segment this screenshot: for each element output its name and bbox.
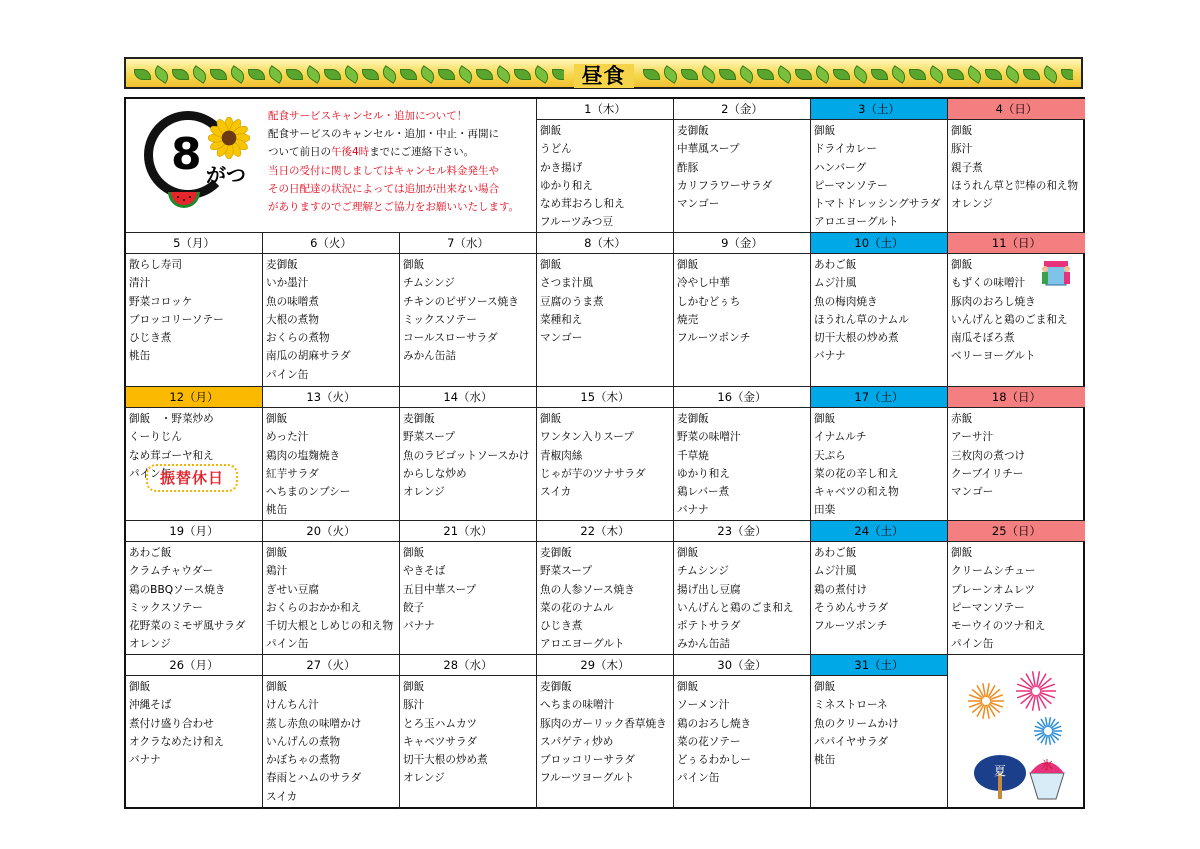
menu-item: チムシンジ	[403, 277, 455, 290]
menu-item: いんげんと鶏のごま和え	[677, 601, 794, 614]
menu-item: 煮付け盛り合わせ	[129, 717, 214, 730]
menu-item: 千切大根としめじの和え物	[266, 620, 394, 633]
intro-panel	[126, 99, 537, 233]
menu-list	[537, 254, 673, 347]
menu-list	[948, 408, 1085, 501]
day-cell	[674, 387, 811, 521]
day-header: 8（木）	[537, 233, 673, 254]
menu-item: ドライカレー	[814, 143, 877, 156]
watermelon-icon	[166, 189, 202, 211]
notice-text: 午後4時	[331, 146, 370, 159]
day-header: 1（木）	[537, 99, 673, 120]
menu-item: ハンバーグ	[814, 161, 867, 174]
day-cell	[674, 521, 811, 655]
fan-label: 夏	[994, 764, 1007, 778]
menu-item: ひじき煮	[129, 332, 172, 345]
day-header: 23（金）	[674, 521, 810, 542]
menu-item: 野菜コロッケ	[129, 295, 193, 308]
day-header: 19（月）	[126, 521, 262, 542]
notice-line: 配食サービスのキャンセル・追加・中止・再開に	[268, 128, 499, 141]
day-cell	[948, 387, 1085, 521]
menu-item: からしな炒め	[403, 467, 467, 480]
menu-item: いか墨汁	[266, 277, 309, 290]
notice-text: までにご連絡下さい。	[369, 146, 475, 159]
day-header: 15（木）	[537, 387, 673, 408]
day-cell	[811, 233, 948, 387]
day-header: 6（火）	[263, 233, 399, 254]
menu-item: パイン缶	[129, 467, 172, 480]
menu-item: ポテトサラダ	[677, 620, 741, 633]
menu-item: キャベツサラダ	[403, 735, 478, 748]
notice-line: 当日の受付に関しましてはキャンセル料金発生や	[268, 164, 499, 177]
menu-item: フルーツヨーグルト	[540, 772, 635, 785]
menu-item: 御飯 ・野菜炒め	[129, 413, 214, 425]
menu-item: ゆかり和え	[540, 179, 593, 192]
menu-item: さつま汁風	[540, 277, 593, 290]
menu-item: くーりじん	[129, 431, 182, 444]
day-cell	[811, 655, 948, 809]
menu-list	[537, 408, 673, 501]
menu-list	[126, 254, 262, 366]
menu-list	[811, 120, 947, 232]
day-header: 26（月）	[126, 655, 262, 676]
menu-item: 鶏肉の塩麹焼き	[266, 449, 341, 462]
menu-item: オレンジ	[403, 772, 445, 785]
menu-item: ワンタン入りスープ	[540, 431, 634, 444]
day-header: 12（月）	[126, 387, 262, 408]
menu-item: ピーマンソテー	[951, 601, 1025, 614]
menu-item: 花野菜のミモザ風サラダ	[129, 620, 246, 633]
menu-item: 揚げ出し豆腐	[677, 583, 741, 596]
menu-list	[674, 408, 810, 520]
menu-item: 三枚肉の煮つけ	[951, 449, 1026, 462]
menu-item: 餃子	[403, 601, 425, 614]
menu-calendar	[124, 97, 1085, 809]
menu-item: 清汁	[129, 277, 151, 290]
menu-item: 切干大根の炒め煮	[814, 332, 899, 345]
menu-item: 御飯	[677, 547, 699, 559]
menu-list	[126, 542, 262, 654]
day-header: 17（土）	[811, 387, 947, 408]
day-header: 27（火）	[263, 655, 399, 676]
day-cell	[537, 655, 674, 809]
menu-list	[811, 408, 947, 520]
menu-item: ほうれん草のナムル	[814, 313, 909, 326]
menu-item: パイン缶	[951, 638, 994, 651]
menu-item: 御飯	[951, 259, 973, 271]
day-cell	[811, 387, 948, 521]
menu-item: へちまの味噌汁	[540, 699, 615, 712]
menu-item: 麦御飯	[677, 413, 709, 425]
menu-item: ブロッコリーサラダ	[540, 754, 636, 767]
menu-list	[263, 408, 399, 520]
menu-item: 桃缶	[266, 504, 288, 517]
menu-item: 野菜の味噌汁	[677, 431, 741, 444]
menu-list	[400, 408, 536, 501]
day-cell	[811, 521, 948, 655]
day-cell	[400, 655, 537, 809]
menu-item: バナナ	[403, 620, 435, 633]
menu-item: スイカ	[266, 790, 298, 803]
menu-item: かぼちゃの煮物	[266, 754, 341, 767]
day-header: 7（水）	[400, 233, 536, 254]
menu-item: 田楽	[814, 504, 836, 517]
day-cell	[263, 233, 400, 387]
menu-item: アーサ汁	[951, 431, 994, 444]
month-number: 8	[171, 129, 202, 180]
menu-item: 菜の花ソテー	[677, 735, 741, 748]
menu-item: パパイヤサラダ	[814, 735, 889, 748]
day-header: 4（日）	[948, 99, 1085, 120]
menu-item: いんげんの煮物	[266, 735, 341, 748]
menu-item: 麦御飯	[403, 413, 435, 425]
day-cell	[948, 99, 1085, 233]
menu-item: パイン缶	[266, 638, 309, 651]
menu-item: 菜の花のナムル	[540, 601, 614, 614]
menu-item: あわご飯	[129, 547, 172, 559]
menu-item: 鶏汁	[266, 565, 288, 578]
menu-list	[674, 254, 810, 347]
menu-item: 天ぷら	[814, 449, 846, 462]
menu-item: モーウイのツナ和え	[951, 620, 1046, 633]
day-cell	[948, 521, 1085, 655]
menu-item: イナムルチ	[814, 431, 867, 444]
menu-item: ブロッコリーソテー	[129, 313, 224, 326]
menu-item: クーブイリチー	[951, 467, 1024, 480]
day-cell	[126, 387, 263, 521]
menu-item: おくらの煮物	[266, 332, 330, 345]
menu-item: 中華風スープ	[677, 143, 740, 156]
menu-item: とろ玉ハムカツ	[403, 717, 478, 730]
menu-item: あわご飯	[814, 259, 857, 271]
day-header: 24（土）	[811, 521, 947, 542]
menu-item: 御飯	[403, 259, 425, 271]
day-cell	[400, 521, 537, 655]
day-header: 28（水）	[400, 655, 536, 676]
menu-item: 麦御飯	[540, 681, 572, 693]
day-header: 30（金）	[674, 655, 810, 676]
day-header: 9（金）	[674, 233, 810, 254]
day-cell	[811, 99, 948, 233]
menu-item: 御飯	[403, 681, 425, 693]
menu-item: 魚の味噌煮	[266, 295, 319, 308]
substitute-holiday-badge: 振替休日	[150, 467, 234, 489]
menu-item: 赤飯	[951, 413, 973, 425]
menu-list	[400, 542, 536, 635]
menu-item: パイン缶	[266, 368, 309, 381]
menu-item: かき揚げ	[540, 161, 583, 174]
menu-item: プレーンオムレツ	[951, 583, 1036, 596]
day-header: 31（土）	[811, 655, 947, 676]
menu-item: オクラなめたけ和え	[129, 735, 225, 748]
menu-item: スイカ	[540, 486, 572, 499]
notice-line: 配食サービスキャンセル・追加について！	[268, 110, 468, 122]
day-header: 11（日）	[948, 233, 1085, 254]
menu-item: フルーツポンチ	[814, 620, 888, 633]
menu-item: パイン缶	[677, 772, 720, 785]
menu-item: 大根の煮物	[266, 313, 319, 326]
menu-list	[674, 676, 810, 788]
menu-list	[811, 542, 947, 635]
menu-item: 沖縄そば	[129, 699, 172, 712]
menu-item: 酢豚	[677, 161, 699, 174]
day-header: 20（火）	[263, 521, 399, 542]
day-header: 2（金）	[674, 99, 810, 120]
menu-list	[811, 254, 947, 366]
menu-item: 南瓜そぼろ煮	[951, 332, 1015, 345]
menu-item: 豚肉のおろし焼き	[951, 295, 1036, 308]
menu-list	[400, 254, 536, 366]
day-cell	[948, 233, 1085, 387]
menu-item: アロエヨーグルト	[540, 638, 625, 651]
sunflower-icon	[208, 117, 250, 159]
menu-item: ムジ汁風	[814, 565, 857, 578]
menu-item: 切干大根の炒め煮	[403, 754, 488, 767]
menu-item: チキンのピザソース焼き	[403, 295, 519, 308]
menu-item: けんちん汁	[266, 699, 319, 712]
day-cell	[674, 655, 811, 809]
menu-item: やきそば	[403, 565, 446, 578]
menu-item: マンゴー	[951, 486, 994, 499]
menu-item: 親子煮	[951, 161, 983, 174]
menu-item: 鶏の煮付け	[814, 583, 867, 596]
menu-item: 御飯	[540, 125, 562, 137]
menu-item: そうめんサラダ	[814, 601, 889, 614]
menu-item: バナナ	[129, 754, 161, 767]
menu-item: 焼売	[677, 313, 699, 326]
menu-item: 御飯	[814, 413, 836, 425]
notice-line: その日配達の状況によっては追加が出来ない場合	[268, 182, 499, 195]
menu-list	[948, 542, 1085, 654]
menu-item: おくらのおかか和え	[266, 601, 362, 614]
menu-list	[400, 676, 536, 788]
menu-item: 魚のラビゴットソースかけ	[403, 449, 530, 462]
menu-item: トマトドレッシングサラダ	[814, 198, 941, 211]
day-cell	[263, 521, 400, 655]
menu-item: オレンジ	[951, 198, 993, 211]
title-banner	[124, 57, 1083, 89]
menu-item: ミックスソテー	[403, 313, 477, 326]
menu-item: コールスローサラダ	[403, 332, 498, 345]
menu-item: アロエヨーグルト	[814, 216, 899, 229]
menu-item: 豆腐のうま煮	[540, 295, 604, 308]
menu-item: ほうれん草と㌍棒の和え物	[951, 179, 1079, 192]
menu-item: ミックスソテー	[129, 601, 203, 614]
menu-item: 青椒肉絲	[540, 449, 583, 462]
menu-item: 麦御飯	[266, 259, 298, 271]
menu-item: 散らし寿司	[129, 259, 182, 271]
menu-item: 豚肉のガーリック香草焼き	[540, 717, 667, 730]
day-cell	[263, 655, 400, 809]
menu-item: うどん	[540, 143, 572, 156]
menu-item: 御飯	[677, 259, 699, 271]
menu-item: ぎせい豆腐	[266, 583, 319, 596]
menu-item: いんげんと鶏のごま和え	[951, 313, 1068, 326]
menu-item: 野菜スープ	[403, 431, 455, 444]
ice-label: 氷	[1041, 758, 1054, 772]
menu-item: 野菜スープ	[540, 565, 592, 578]
delivery-notice	[268, 107, 537, 216]
menu-item: バナナ	[814, 350, 846, 363]
page-title: 昼食	[574, 64, 634, 88]
menu-item: スパゲティ炒め	[540, 735, 614, 748]
menu-item: みかん缶詰	[403, 350, 456, 363]
menu-item: ピーマンソテー	[814, 179, 888, 192]
menu-item: 鶏のおろし焼き	[677, 717, 752, 730]
day-cell	[537, 99, 674, 233]
notice-line	[268, 143, 537, 161]
menu-item: 蒸し赤魚の味噌かけ	[266, 717, 362, 730]
day-header: 29（木）	[537, 655, 673, 676]
menu-item: もずくの味噌汁	[951, 277, 1026, 290]
menu-list	[126, 676, 262, 769]
day-cell	[537, 521, 674, 655]
day-cell	[537, 233, 674, 387]
menu-item: 御飯	[266, 547, 288, 559]
menu-item: ムジ汁風	[814, 277, 857, 290]
menu-item: 春雨とハムのサラダ	[266, 772, 362, 785]
menu-item: じゃが芋のツナサラダ	[540, 467, 646, 480]
menu-item: 魚の梅肉焼き	[814, 295, 878, 308]
menu-item: 魚の人参ソース焼き	[540, 583, 635, 596]
menu-item: フルーツみつ豆	[540, 216, 614, 229]
day-header: 22（木）	[537, 521, 673, 542]
day-cell	[400, 233, 537, 387]
day-header: 5（月）	[126, 233, 262, 254]
day-header: 25（日）	[948, 521, 1085, 542]
menu-item: 麦御飯	[540, 547, 572, 559]
notice-line: がありますのでご理解とご協力をお願いいたします。	[268, 201, 520, 214]
menu-item: どぅるわかしー	[677, 754, 751, 767]
menu-item: なめ茸ゴーヤ和え	[129, 449, 214, 462]
day-cell	[263, 387, 400, 521]
menu-list	[674, 542, 810, 654]
menu-item: 御飯	[951, 547, 973, 559]
menu-item: クラムチャウダー	[129, 565, 214, 578]
menu-item: 御飯	[403, 547, 425, 559]
menu-item: チムシンジ	[677, 565, 729, 578]
menu-item: ミネストローネ	[814, 699, 888, 712]
menu-list	[263, 542, 399, 654]
day-cell	[126, 521, 263, 655]
menu-item: 麦御飯	[677, 125, 709, 137]
menu-item: しかむどぅち	[677, 295, 741, 308]
day-header: 18（日）	[948, 387, 1085, 408]
menu-item: キャベツの和え物	[814, 486, 899, 499]
day-header: 13（火）	[263, 387, 399, 408]
menu-item: 紅芋サラダ	[266, 467, 319, 480]
menu-item: クリームシチュー	[951, 565, 1036, 578]
menu-item: へちまのンブシー	[266, 486, 351, 499]
menu-item: 御飯	[540, 259, 562, 271]
menu-item: 南瓜の胡麻サラダ	[266, 350, 351, 363]
menu-list	[537, 542, 673, 654]
menu-item: 御飯	[266, 681, 288, 693]
day-header: 3（土）	[811, 99, 947, 120]
menu-list	[948, 120, 1085, 213]
menu-list	[537, 676, 673, 788]
day-cell	[537, 387, 674, 521]
menu-item: ひじき煮	[540, 620, 583, 633]
menu-item: ソーメン汁	[677, 699, 730, 712]
menu-item: 鶏レバー煮	[677, 486, 730, 499]
menu-item: カリフラワーサラダ	[677, 179, 773, 192]
menu-item: ベリーヨーグルト	[951, 350, 1036, 363]
menu-item: 御飯	[266, 413, 288, 425]
menu-item: オレンジ	[129, 638, 171, 651]
menu-item: めった汁	[266, 431, 309, 444]
menu-item: ゆかり和え	[677, 467, 730, 480]
menu-item: 菜の花の辛し和え	[814, 467, 899, 480]
menu-item: 冷やし中華	[677, 277, 730, 290]
menu-item: 豚汁	[403, 699, 425, 712]
menu-item: 御飯	[677, 681, 699, 693]
day-header: 14（水）	[400, 387, 536, 408]
menu-list	[263, 254, 399, 384]
menu-item: あわご飯	[814, 547, 857, 559]
menu-list	[811, 676, 947, 769]
menu-item: 千草焼	[677, 449, 709, 462]
month-unit: がつ	[206, 163, 246, 187]
menu-item: フルーツポンチ	[677, 332, 751, 345]
menu-item: 五目中華スープ	[403, 583, 477, 596]
menu-item: 菜種和え	[540, 313, 583, 326]
menu-item: 御飯	[814, 125, 836, 137]
menu-item: マンゴー	[677, 198, 720, 211]
menu-item: 御飯	[129, 681, 151, 693]
menu-list	[674, 120, 810, 213]
menu-item: 魚のクリームかけ	[814, 717, 899, 730]
day-header: 16（金）	[674, 387, 810, 408]
menu-item: なめ茸おろし和え	[540, 198, 625, 211]
menu-list	[537, 120, 673, 232]
notice-text: ついて前日の	[268, 146, 331, 159]
menu-item: バナナ	[677, 504, 709, 517]
menu-item: 鶏のBBQソース焼き	[129, 583, 226, 596]
menu-list	[263, 676, 399, 806]
day-header: 21（水）	[400, 521, 536, 542]
day-cell	[400, 387, 537, 521]
menu-item: マンゴー	[540, 332, 583, 345]
menu-item: みかん缶詰	[677, 638, 730, 651]
day-cell	[674, 233, 811, 387]
menu-item: 御飯	[951, 125, 973, 137]
menu-item: 御飯	[814, 681, 836, 693]
day-header: 10（土）	[811, 233, 947, 254]
decoration-cell	[948, 655, 1085, 809]
shop-kids-icon	[1040, 255, 1072, 289]
day-cell	[126, 655, 263, 809]
menu-item: 桃缶	[814, 754, 836, 767]
day-cell	[674, 99, 811, 233]
day-cell	[126, 233, 263, 387]
menu-item: オレンジ	[403, 486, 445, 499]
menu-item: 桃缶	[129, 350, 151, 363]
menu-item: 御飯	[540, 413, 562, 425]
fireworks-icon	[956, 661, 1076, 801]
menu-item: 豚汁	[951, 143, 973, 156]
